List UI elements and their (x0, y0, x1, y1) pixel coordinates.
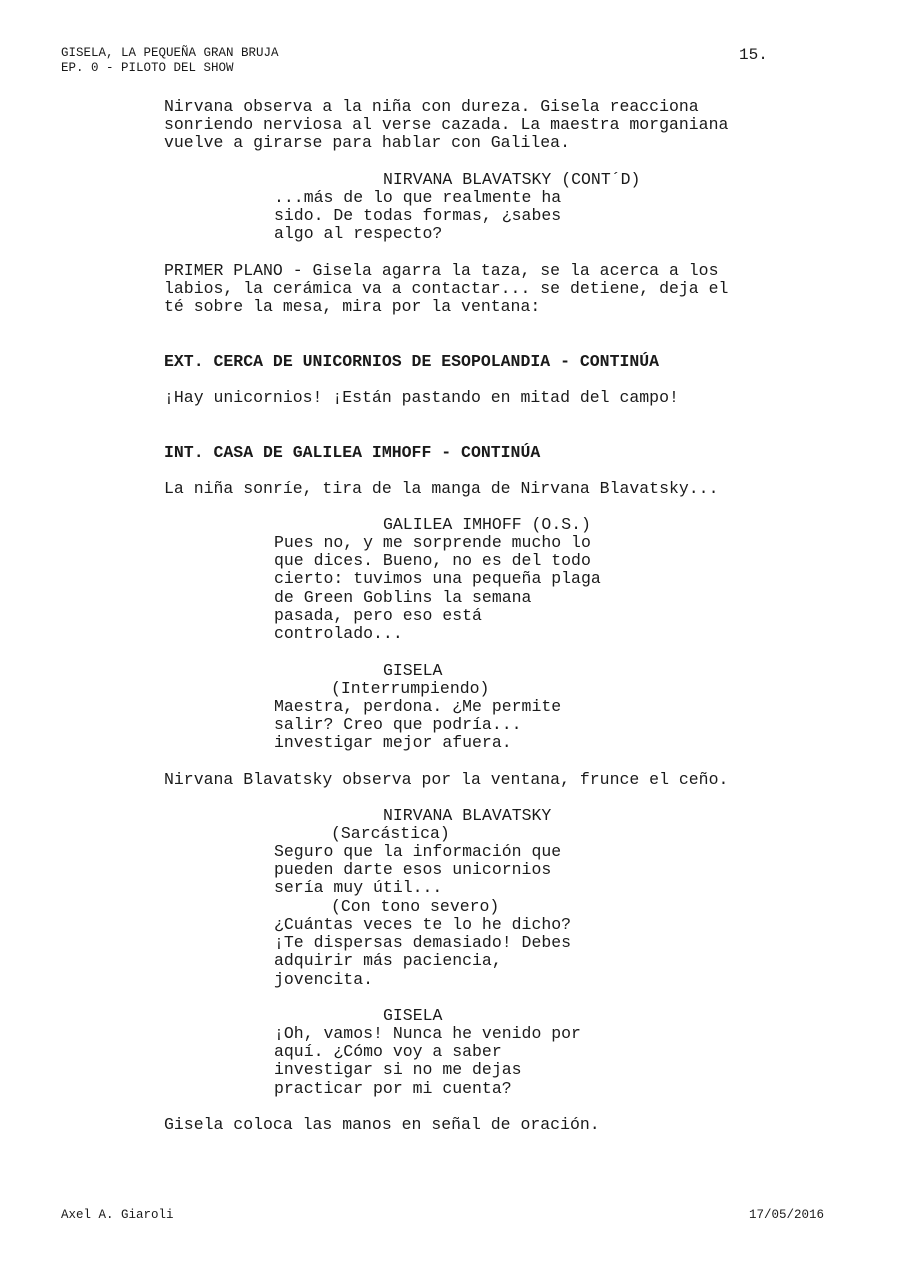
footer-author: Axel A. Giaroli (61, 1208, 174, 1222)
parenthetical: (Sarcástica) (331, 824, 450, 843)
header-episode: EP. 0 - PILOTO DEL SHOW (61, 61, 234, 75)
action-line: Nirvana Blavatsky observa por la ventana, frunce el ceño. (164, 770, 729, 789)
dialogue: Maestra, perdona. ¿Me permite salir? Creo que podría... investigar mejor afuera. (274, 697, 562, 753)
character-name: GALILEA IMHOFF (O.S.) (383, 515, 591, 534)
action-line: Nirvana observa a la niña con dureza. Gisela reacciona sonriendo nerviosa al verse cazada. La maestra morganiana vuelve a girarse para hablar con Galilea. (164, 97, 729, 153)
action-line: Gisela coloca las manos en señal de oración. (164, 1115, 600, 1134)
scene-heading: EXT. CERCA DE UNICORNIOS DE ESOPOLANDIA - CONTINÚA (164, 352, 660, 371)
header-title: GISELA, LA PEQUEÑA GRAN BRUJA (61, 46, 279, 60)
action-line: La niña sonríe, tira de la manga de Nirvana Blavatsky... (164, 479, 719, 498)
dialogue: ¡Oh, vamos! Nunca he venido por aquí. ¿Cómo voy a saber investigar si no me dejas practicar por mi cuenta? (274, 1024, 581, 1098)
dialogue: Pues no, y me sorprende mucho lo que dices. Bueno, no es del todo cierto: tuvimos una pequeña plaga de Green Goblins la semana pasada, pero eso está controlado... (274, 533, 601, 644)
character-name: GISELA (383, 1006, 443, 1025)
action-line: ¡Hay unicornios! ¡Están pastando en mitad del campo! (164, 388, 679, 407)
action-line: PRIMER PLANO - Gisela agarra la taza, se la acerca a los labios, la cerámica va a contactar... se detiene, deja el té sobre la mesa, mira por la ventana: (164, 261, 729, 317)
dialogue: ¿Cuántas veces te lo he dicho? ¡Te dispersas demasiado! Debes adquirir más paciencia, jovencita. (274, 915, 572, 989)
dialogue: ...más de lo que realmente ha sido. De todas formas, ¿sabes algo al respecto? (274, 188, 562, 244)
character-name: NIRVANA BLAVATSKY (CONT´D) (383, 170, 641, 189)
page-number: 15. (739, 46, 768, 64)
parenthetical: (Con tono severo) (331, 897, 500, 916)
character-name: GISELA (383, 661, 443, 680)
dialogue: Seguro que la información que pueden darte esos unicornios sería muy útil... (274, 842, 562, 898)
scene-heading: INT. CASA DE GALILEA IMHOFF - CONTINÚA (164, 443, 541, 462)
character-name: NIRVANA BLAVATSKY (383, 806, 552, 825)
parenthetical: (Interrumpiendo) (331, 679, 490, 698)
footer-date: 17/05/2016 (749, 1208, 825, 1222)
